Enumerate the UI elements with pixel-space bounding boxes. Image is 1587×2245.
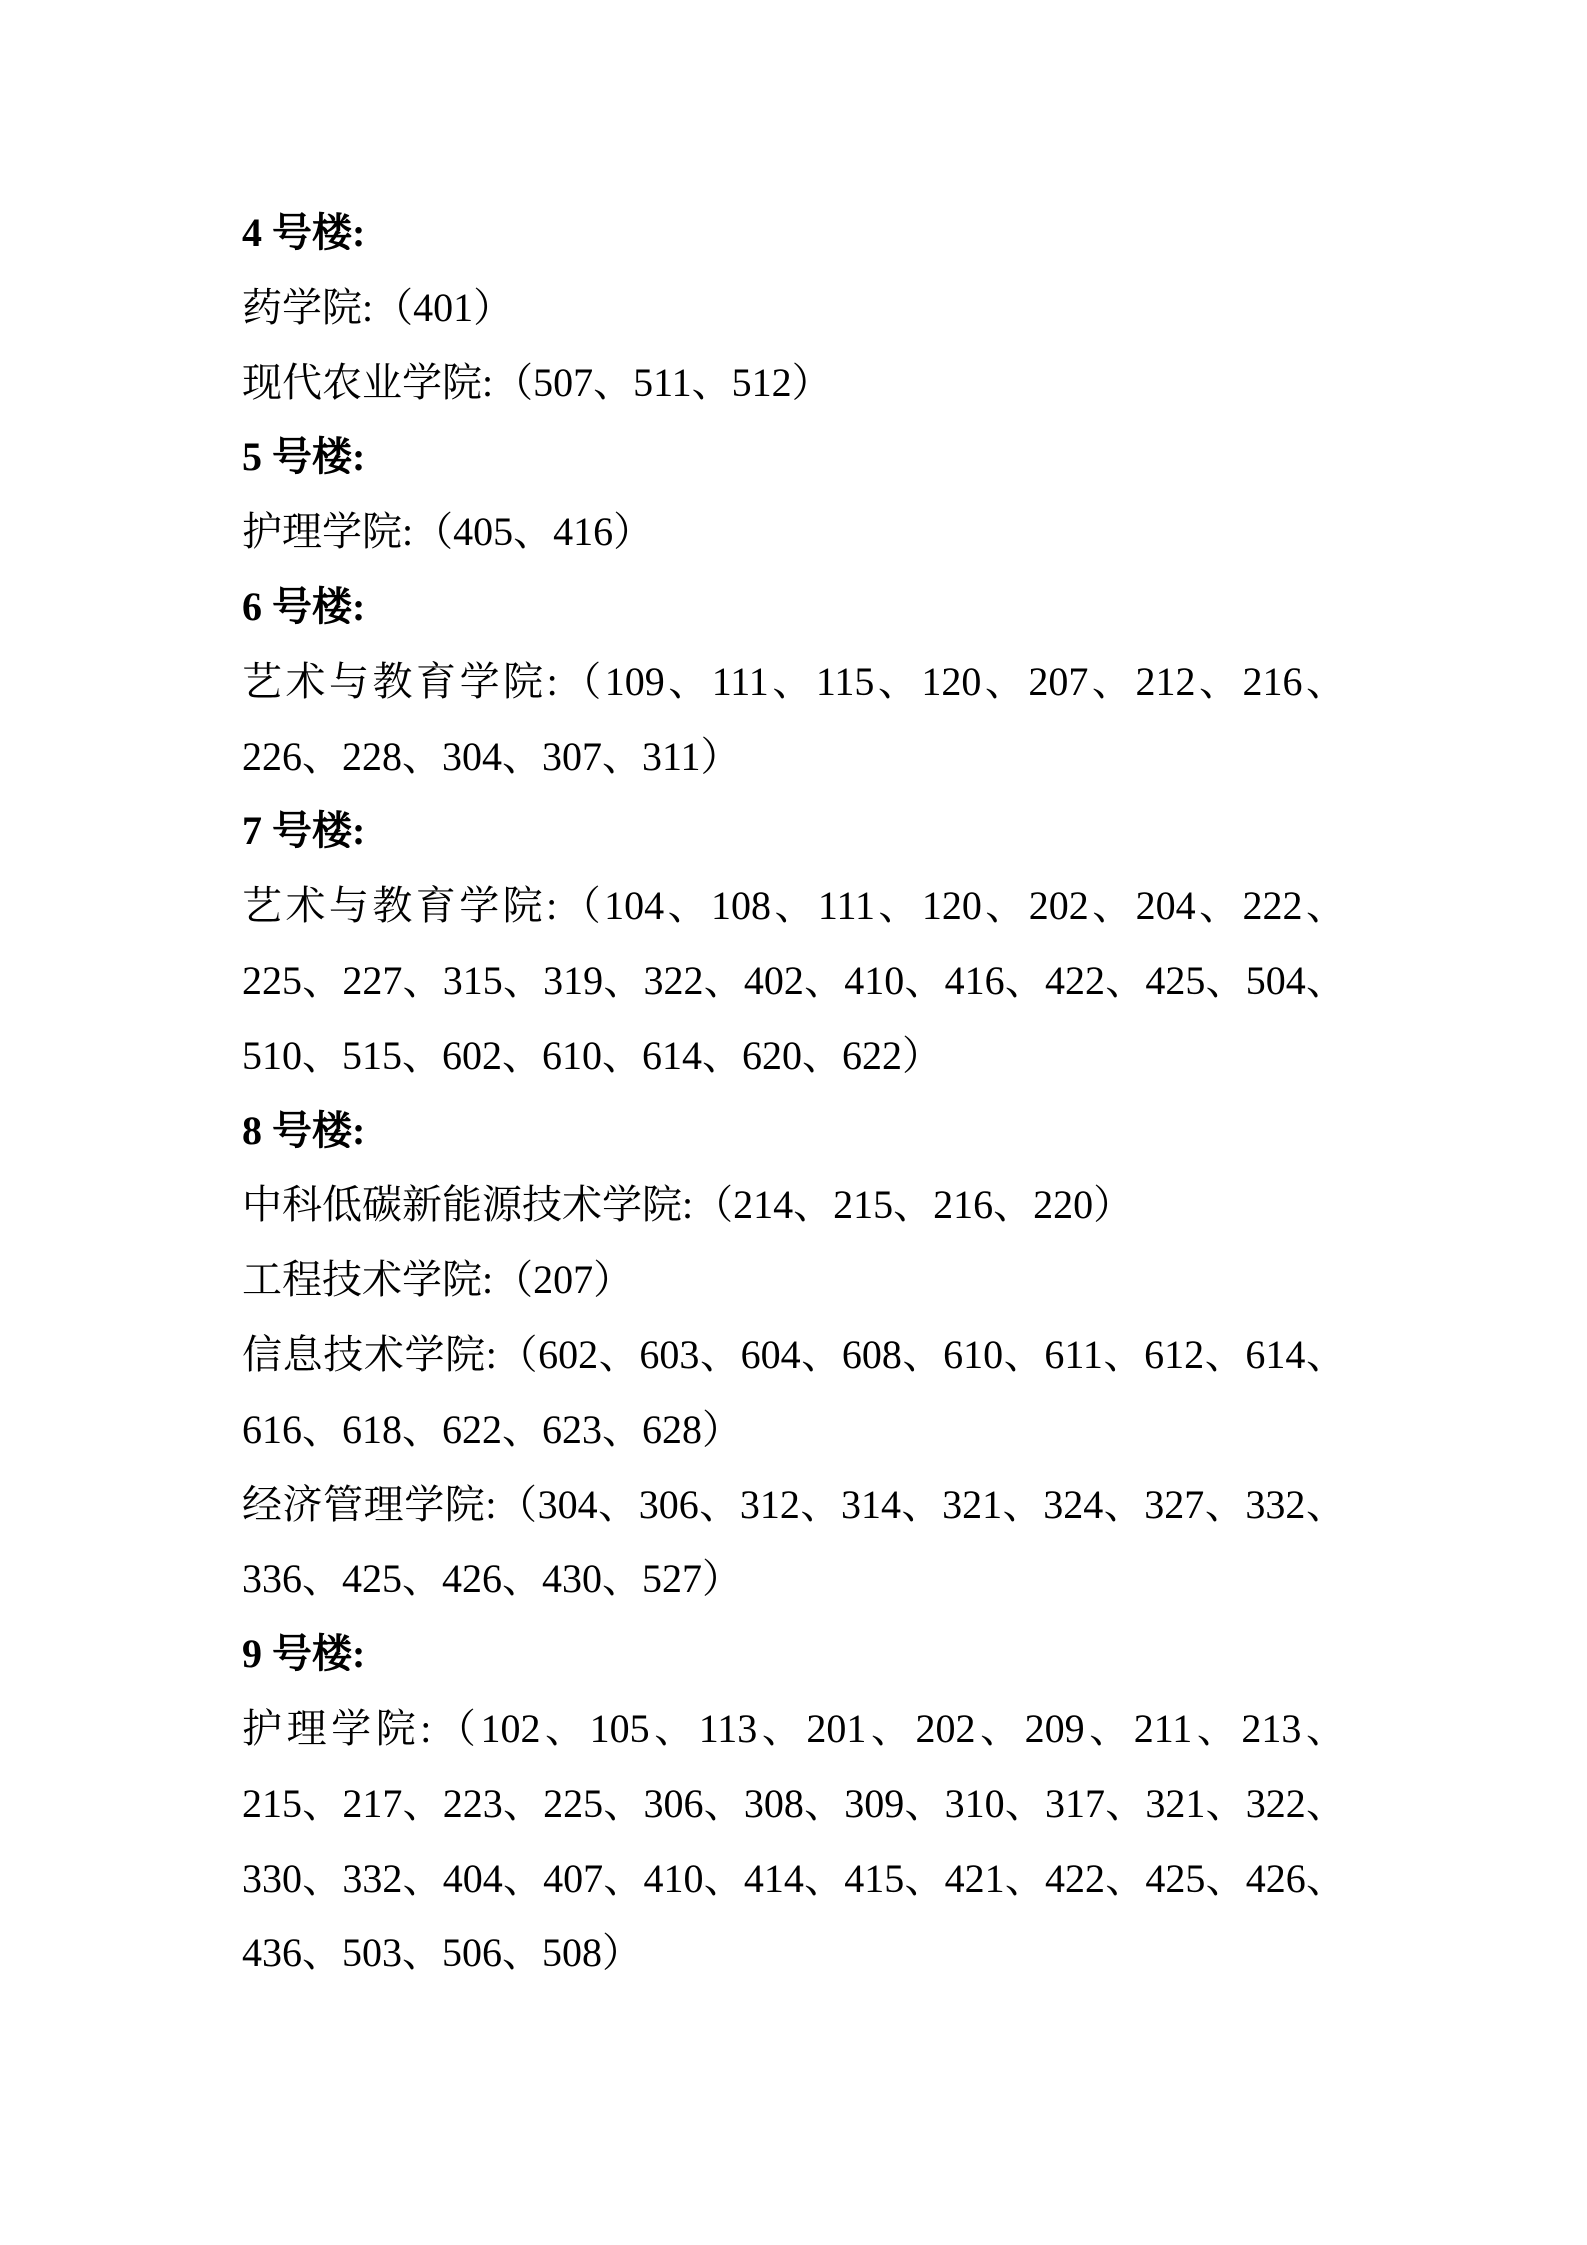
room-list-line: 药学院:（401） xyxy=(242,284,514,330)
building-heading: 4 号楼: xyxy=(242,210,366,255)
room-list-line: 经济管理学院:（304、306、312、314、321、324、327、332、 xyxy=(242,1481,1346,1527)
room-list-line: 工程技术学院:（207） xyxy=(242,1257,634,1303)
room-list-line: 艺术与教育学院:（104、108、111、120、202、204、222、 xyxy=(242,883,1346,929)
room-list-line: 艺术与教育学院:（109、111、115、120、207、212、216、 xyxy=(242,658,1346,704)
room-list-line: 护理学院:（102、105、113、201、202、209、211、213、 xyxy=(242,1705,1346,1751)
building-heading: 6 号楼: xyxy=(242,583,366,629)
building-heading: 5 号楼: xyxy=(242,434,366,480)
building-heading: 7 号楼: xyxy=(242,808,366,854)
room-list-line: 336、425、426、430、527） xyxy=(242,1556,742,1602)
room-list-line: 226、228、304、307、311） xyxy=(242,733,741,779)
room-list-line: 616、618、622、623、628） xyxy=(242,1406,742,1452)
room-list-line: 510、515、602、610、614、620、622） xyxy=(242,1032,942,1078)
room-list-line: 330、332、404、407、410、414、415、421、422、425、426、 xyxy=(242,1855,1346,1901)
building-heading: 8 号楼: xyxy=(242,1107,366,1153)
room-list-line: 225、227、315、319、322、402、410、416、422、425、504、 xyxy=(242,957,1346,1003)
room-list-line: 中科低碳新能源技术学院:（214、215、216、220） xyxy=(242,1182,1134,1228)
building-heading: 9 号楼: xyxy=(242,1631,366,1677)
document-body xyxy=(242,196,1346,1991)
room-list-line: 信息技术学院:（602、603、604、608、610、611、612、614、 xyxy=(242,1331,1346,1377)
room-list-line: 436、503、506、508） xyxy=(242,1930,642,1976)
room-list-line: 护理学院:（405、416） xyxy=(242,509,654,555)
room-list-line: 215、217、223、225、306、308、309、310、317、321、322、 xyxy=(242,1780,1346,1826)
room-list-line: 现代农业学院:（507、511、512） xyxy=(242,359,832,405)
